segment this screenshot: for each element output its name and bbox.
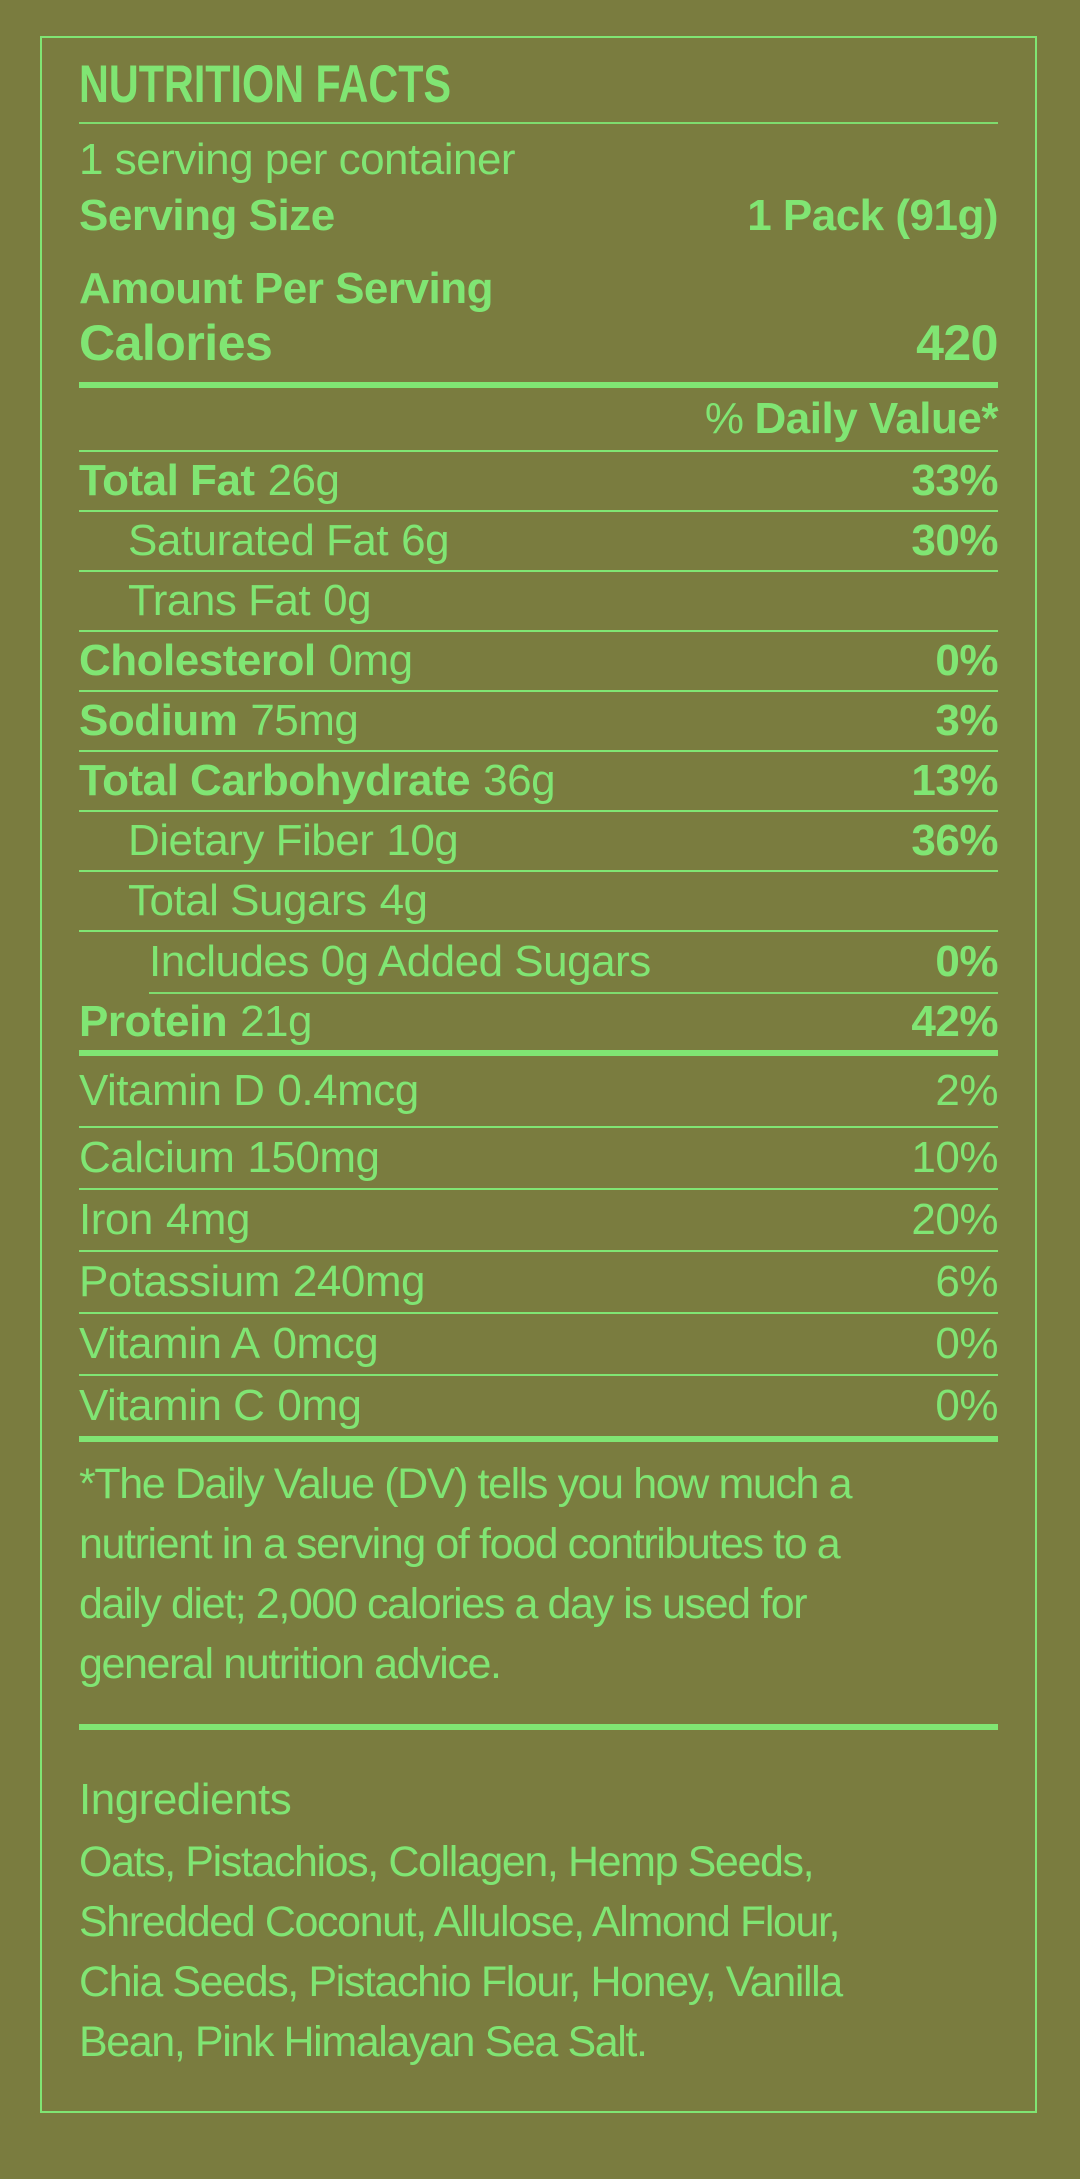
nutrient-row-added-sugars [79, 932, 998, 992]
micronutrient-name: Vitamin D [79, 1066, 265, 1115]
daily-value-header-row [79, 388, 998, 452]
calories-label: Calories [79, 315, 273, 371]
nutrient-row-total-fat [79, 452, 998, 512]
nutrient-amount: 26g [267, 456, 340, 505]
nutrient-dv: 42% [911, 997, 998, 1046]
nutrient-dv: 36% [911, 816, 998, 865]
nutrient-amount: 21g [240, 997, 312, 1046]
nutrient-name: Total Fat [79, 456, 255, 505]
serving-size-row [79, 188, 998, 244]
footnote-line: general nutrition advice. [79, 1640, 501, 1688]
nutrient-amount: 10g [386, 816, 459, 865]
nutrient-row-dietary-fiber [79, 812, 998, 872]
nutrient-row-cholesterol [79, 632, 998, 692]
nutrient-dv: 30% [911, 516, 998, 565]
footnote-line: daily diet; 2,000 calories a day is used for [79, 1580, 807, 1628]
daily-value-label: Daily Value* [754, 394, 998, 443]
nutrient-name: Total Sugars [128, 876, 367, 925]
micronutrient-row-vitamin-c [79, 1376, 998, 1442]
micronutrient-dv: 6% [935, 1257, 998, 1306]
nutrient-name: Cholesterol [79, 636, 316, 685]
nutrient-amount: 0g [323, 576, 372, 625]
micronutrient-name: Vitamin A [79, 1319, 260, 1368]
nutrient-name: Protein [79, 997, 228, 1046]
nutrient-dv: 33% [911, 456, 998, 505]
footnote-line: *The Daily Value (DV) tells you how much a [79, 1460, 852, 1508]
micronutrient-amount: 0mcg [272, 1319, 379, 1368]
micronutrient-row-vitamin-d [79, 1056, 998, 1128]
ingredient-line: Chia Seeds, Pistachio Flour, Honey, Vanilla [79, 1958, 842, 2006]
micronutrient-name: Potassium [79, 1257, 280, 1306]
micronutrient-amount: 150mg [247, 1133, 380, 1182]
micronutrient-row-iron [79, 1190, 998, 1252]
percent-sign: % [704, 394, 744, 443]
footnote-line: nutrient in a serving of food contributes to a [79, 1520, 840, 1568]
micronutrient-amount: 4mg [165, 1195, 250, 1244]
nutrient-amount: 4g [379, 876, 428, 925]
nutrient-dv: 3% [935, 696, 998, 745]
serving-size-value: 1 Pack (91g) [747, 191, 998, 240]
nutrient-row-total-sugars [79, 872, 998, 932]
micronutrient-dv: 20% [911, 1195, 998, 1244]
micronutrient-amount: 240mg [292, 1257, 425, 1306]
micronutrient-row-vitamin-a [79, 1314, 998, 1376]
nutrient-row-trans-fat [79, 572, 998, 632]
nutrient-dv: 0% [935, 636, 998, 685]
nutrient-row-saturated-fat [79, 512, 998, 572]
serving-size-label: Serving Size [79, 191, 335, 240]
daily-value-footnote [79, 1454, 998, 1694]
ingredients-divider [79, 1724, 998, 1730]
servings-per-container: 1 serving per container [79, 135, 516, 184]
nutrient-row-total-carbohydrate [79, 752, 998, 812]
nutrient-amount: 6g [401, 516, 450, 565]
ingredient-line: Oats, Pistachios, Collagen, Hemp Seeds, [79, 1838, 814, 1886]
nutrient-name: Saturated Fat [128, 516, 389, 565]
micronutrient-amount: 0.4mcg [277, 1066, 419, 1115]
micronutrient-name: Iron [79, 1195, 153, 1244]
nutrient-row-sodium [79, 692, 998, 752]
micronutrient-amount: 0mg [277, 1381, 362, 1430]
micronutrient-dv: 10% [911, 1133, 998, 1182]
calories-row [79, 316, 998, 370]
micronutrient-name: Calcium [79, 1133, 235, 1182]
ingredients-heading: Ingredients [79, 1775, 292, 1824]
nutrient-name: Dietary Fiber [128, 816, 374, 865]
nutrient-name: Total Carbohydrate [79, 756, 471, 805]
nutrition-facts-title: NUTRITION FACTS [79, 55, 452, 114]
nutrient-name: Trans Fat [128, 576, 311, 625]
ingredients-text [79, 1832, 998, 2072]
nutrient-name: Includes 0g Added Sugars [149, 937, 651, 986]
ingredient-line: Bean, Pink Himalayan Sea Salt. [79, 2018, 647, 2066]
micronutrient-row-calcium [79, 1128, 998, 1190]
nutrient-dv: 0% [935, 937, 998, 986]
ingredient-line: Shredded Coconut, Allulose, Almond Flour, [79, 1898, 840, 1946]
nutrient-dv: 13% [911, 756, 998, 805]
amount-per-serving-label: Amount Per Serving [79, 264, 493, 313]
nutrition-label [40, 36, 1037, 2113]
calories-value: 420 [916, 315, 998, 371]
nutrient-amount: 75mg [250, 696, 359, 745]
micronutrient-row-potassium [79, 1252, 998, 1314]
nutrient-amount: 36g [483, 756, 556, 805]
nutrient-row-protein [79, 994, 998, 1056]
micronutrient-dv: 2% [935, 1066, 998, 1115]
title-rule [79, 122, 998, 124]
nutrient-name: Sodium [79, 696, 238, 745]
micronutrient-name: Vitamin C [79, 1381, 265, 1430]
micronutrient-dv: 0% [935, 1381, 998, 1430]
nutrient-amount: 0mg [328, 636, 413, 685]
added-sugars-rule [149, 992, 998, 994]
micronutrient-dv: 0% [935, 1319, 998, 1368]
